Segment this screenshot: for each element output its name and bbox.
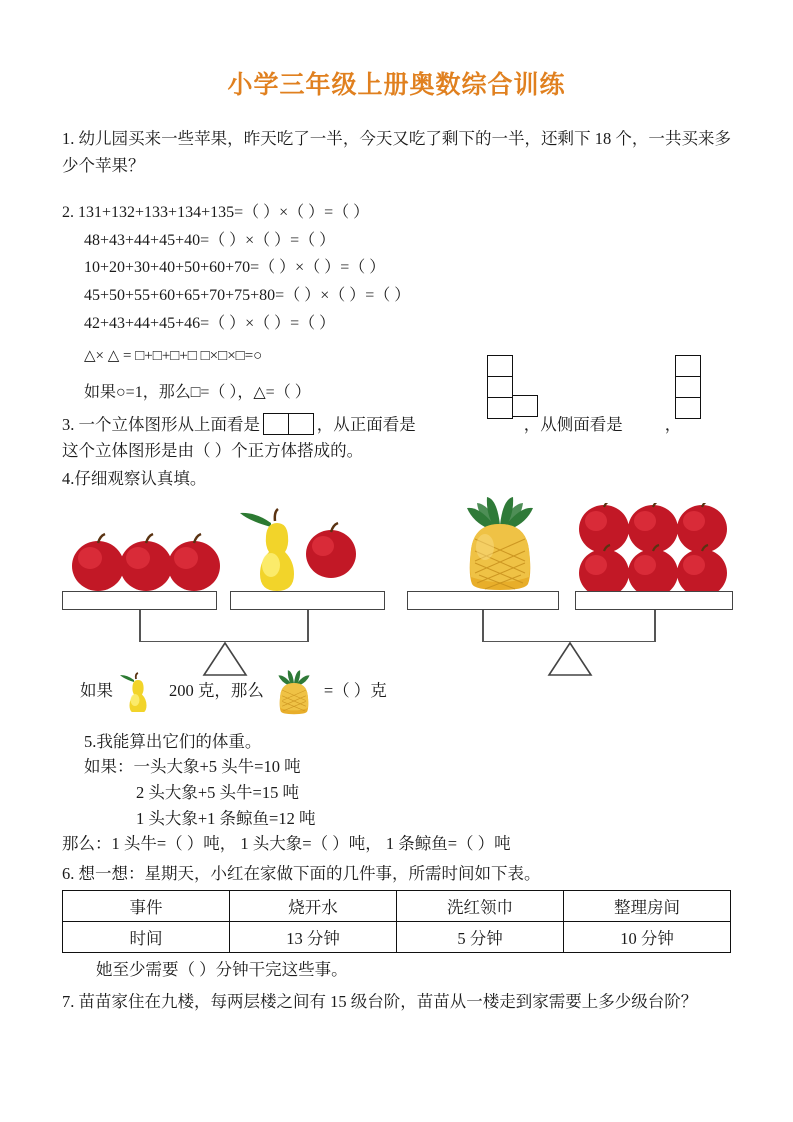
apple-group-six [577, 503, 729, 595]
grid-cell [288, 413, 314, 435]
grid-cell [512, 395, 538, 417]
q2-symbol-line: △× △ = □+□+□+□ □×□×□=○ [84, 348, 263, 365]
q3-part-3: ，从侧面看是 [523, 415, 623, 435]
q2-line-4: 45+50+55+60+65+70+75+80=（ ）×（ ）=（ ） [84, 286, 411, 304]
front-view-column [487, 355, 538, 418]
grid-cell [487, 376, 513, 398]
pineapple-icon-inline [268, 669, 320, 715]
pineapple-icon [445, 495, 555, 591]
q3-part-4: ， [664, 415, 682, 435]
grid-cell [487, 397, 513, 419]
question-6 [62, 861, 731, 982]
q3-part-2: ，从正面看是 [316, 415, 416, 435]
question-2 [62, 199, 731, 406]
q6-table [62, 890, 731, 953]
q4-prompt: 4.仔细观察认真填。 [62, 468, 207, 488]
q3-text-line-1 [62, 412, 731, 438]
pear-icon-inline [118, 672, 164, 712]
q2-line-2: 48+43+44+45+40=（ ）×（ ）=（ ） [84, 231, 336, 249]
grid-cell [487, 355, 513, 377]
table-header-cell: 事件 [63, 890, 230, 921]
page-title: 小学三年级上册奥数综合训练 [227, 71, 566, 99]
table-header-cell: 烧开水 [230, 890, 397, 921]
table-cell: 时间 [63, 921, 230, 952]
q4-balance-scales [62, 497, 731, 667]
q3-front-view-figure [487, 355, 538, 418]
table-cell: 13 分钟 [230, 921, 397, 952]
table-row [63, 921, 731, 952]
q5-given-line-3: 1 头大象+1 条鲸鱼=12 吨 [136, 808, 316, 828]
pear-icon [227, 507, 367, 592]
side-view-column [675, 355, 701, 418]
q2-line-5: 42+43+44+45+46=（ ）×（ ）=（ ） [84, 314, 336, 332]
apple-icon [577, 503, 729, 595]
scale-stem-right [307, 610, 309, 642]
q3-top-view-figure [263, 413, 314, 435]
scale-pan-right [230, 591, 385, 610]
q4-conclusion-mid: 200 克，那么 [169, 681, 264, 701]
q5-answer-line: 那么：1 头牛=（ ）吨， 1 头大象=（ ）吨， 1 条鲸鱼=（ ）吨 [62, 834, 511, 854]
q3-part-1: 3. 一个立体图形从上面看是 [62, 415, 260, 435]
grid-cell [675, 376, 701, 398]
q5-given-label: 如果： [84, 757, 134, 777]
q2-line-1: 2. 131+132+133+134+135=（ ）×（ ）=（ ） [62, 204, 370, 222]
q4-conclusion-pre: 如果 [80, 681, 113, 701]
scale-stem-left [139, 610, 141, 642]
table-header-cell: 洗红领巾 [397, 890, 564, 921]
question-1: 1. 幼儿园买来一些苹果，昨天吃了一半，今天又吃了剩下的一半，还剩下 18 个，一共买来多少个苹果？ [62, 129, 731, 175]
apple-group-left [70, 532, 222, 592]
q3-text-line-2: 这个立体图形是由（ ）个正方体搭成的。 [62, 441, 364, 461]
pear-apple-group [227, 507, 367, 592]
q4-conclusion-line [62, 669, 731, 715]
q6-prompt: 6. 想一想：星期天，小红在家做下面的几件事，所需时间如下表。 [62, 864, 541, 884]
scale-pan-right [575, 591, 733, 610]
question-7: 7. 苗苗家住在九楼，每两层楼之间有 15 级台阶，苗苗从一楼走到家需要上多少级台阶？ [62, 991, 698, 1011]
q5-given-line-1 [62, 754, 731, 780]
q2-line-3: 10+20+30+40+50+60+70=（ ）×（ ）=（ ） [84, 259, 386, 277]
q5-given-1: 一头大象+5 头牛=10 吨 [133, 757, 301, 777]
q2-condition-line: 如果○=1，那么□=（ ），△=（ ） [84, 383, 311, 401]
pineapple-group [445, 495, 555, 591]
grid-cell [675, 397, 701, 419]
table-cell: 10 分钟 [564, 921, 731, 952]
grid-cell [675, 355, 701, 377]
q6-followup: 她至少需要（ ）分钟干完这些事。 [96, 959, 348, 979]
scale-stem-right [654, 610, 656, 642]
q5-prompt: 5.我能算出它们的体重。 [84, 731, 262, 751]
grid-cell [263, 413, 289, 435]
scale-fulcrum-triangle [547, 641, 593, 677]
q5-given-line-2: 2 头大象+5 头牛=15 吨 [136, 782, 299, 802]
question-5 [62, 729, 731, 858]
front-view-bottom-row [487, 397, 538, 419]
table-row [63, 890, 731, 921]
scale-pan-left [62, 591, 217, 610]
scale-stem-left [482, 610, 484, 642]
scale-pan-left [407, 591, 559, 610]
question-3 [62, 412, 731, 463]
table-header-cell: 整理房间 [564, 890, 731, 921]
table-cell: 5 分钟 [397, 921, 564, 952]
apple-icon [70, 532, 222, 592]
q4-conclusion-post: =（ ）克 [323, 681, 387, 701]
q3-side-view-figure [675, 355, 701, 418]
scale-fulcrum-triangle [202, 641, 248, 677]
